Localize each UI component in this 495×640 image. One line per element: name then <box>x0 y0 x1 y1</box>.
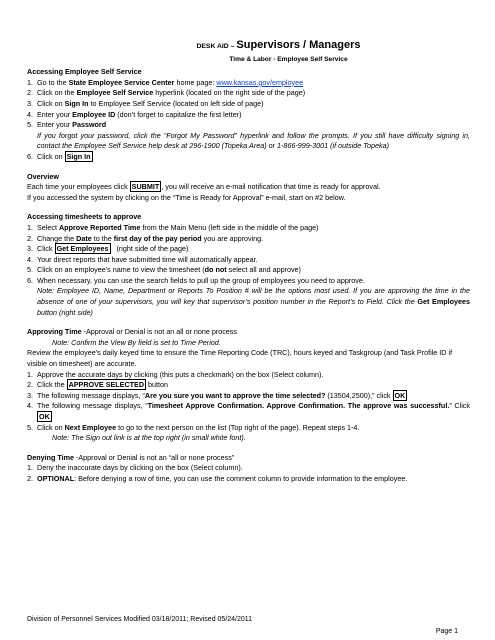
desk-aid-label: DESK AID – <box>196 43 235 50</box>
overview-paragraph-1: Each time your employees click SUBMIT , you will receive an e-mail notification that time is ready for approval. <box>27 182 381 192</box>
list-item: 4. Enter your Employee ID (don’t forget to capitalize the first letter) <box>27 109 242 119</box>
list-item: 3. Click Get Employees (right side of the page) <box>27 244 189 254</box>
list-item: 1. Approve the accurate days by clicking (this puts a checkmark) on the box (Select column). <box>27 369 324 379</box>
employee-link[interactable]: www.kansas.gov/employee <box>216 77 304 87</box>
search-note: Note: Employee ID, Name, Department or Reports To Position # will be the options most used. If you are approving the time in the absence of one of your supervisors, you will key that supervisor’s position number in the Report’s to Field. Click the Get Employees button (right side) <box>37 286 470 317</box>
list-item: 2. OPTIONAL: Before denying a row of time, you can use the comment column to provide information to the employee. <box>27 473 408 483</box>
approve-selected-button-ref: APPROVE SELECTED <box>68 380 145 390</box>
get-employees-button-ref: Get Employees <box>56 244 109 254</box>
section-heading-approving: Approving Time -Approval or Denial is not an all or none process <box>27 327 237 337</box>
section-heading-overview: Overview <box>27 171 59 181</box>
section-heading-denying: Denying Time -Approval or Denial is not an “all or none process” <box>27 452 235 462</box>
access-steps <box>27 78 470 163</box>
list-item: 5. Click on an employee’s name to view the timesheet (do not select all and approve) <box>27 265 301 275</box>
view-by-note: Note: Confirm the View By field is set to Time Period. <box>52 337 221 347</box>
list-item: 3. Click on Sign In to Employee Self Service (located on left side of page) <box>27 98 264 108</box>
list-item: 5. Enter your Password <box>27 120 107 130</box>
list-item: 5. Click on Next Employee to go to the next person on the list (Top right of the page). Repeat steps 1-4. <box>27 422 360 432</box>
list-item: 6. When necessary, you can use the search fields to pull up the group of employees you need to approve. <box>27 275 365 285</box>
approving-steps <box>27 370 470 444</box>
list-item: 3. The following message displays, “Are you sure you want to approve the time selected? (13504,2500),” click OK <box>27 390 406 400</box>
list-item: 4. Your direct reports that have submitted time will automatically appear. <box>27 254 258 264</box>
document-body <box>27 40 470 485</box>
sign-out-note: Note: The Sign out link is at the top right (in small white font). <box>52 433 246 443</box>
page-title: Supervisors / Managers <box>236 39 361 51</box>
footer-text: Division of Personnel Services Modified 03/18/2011; Revised 05/24/2011 <box>27 616 253 623</box>
section-heading-access: Accessing Employee Self Service <box>27 67 142 77</box>
ok-button-ref: OK <box>394 390 406 400</box>
page-subtitle: Time & Labor - Employee Self Service <box>229 55 348 63</box>
list-item: 2. Change the Date to the first day of the pay period you are approving. <box>27 233 264 243</box>
list-item: 6. Click on Sign In <box>27 151 91 161</box>
list-item: 1. Deny the inaccurate days by clicking on the box (Select column). <box>27 463 243 473</box>
list-item: 1. Select Approve Reported Time from the Main Menu (left side in the middle of the page) <box>27 222 319 232</box>
ok-button-ref: OK <box>39 412 50 421</box>
list-item: 1. Go to the State Employee Service Center home page: www.kansas.gov/employee <box>27 77 304 87</box>
document-title <box>87 40 470 53</box>
list-item: 2. Click the APPROVE SELECTED button <box>27 380 169 390</box>
list-item: 4. The following message displays, “Timesheet Approve Confirmation. Approve Confirmation. The approve was successful.” Click OK <box>27 401 470 421</box>
password-note: If you forgot your password, click the “Forgot My Password” hyperlink and follow the prompts. If you still have difficulty signing in, contact the Employee Self Service help desk at 296-1900 (Topeka Area) or 1-866-999-3001 (if outside Topeka) <box>37 130 470 151</box>
review-paragraph: Review the employee’s daily keyed time to ensure the Time Reporting Code (TRC), hours keyed and Taskgroup (and Task Profile ID if visible on timesheet) are accurate. <box>27 348 453 369</box>
sign-in-button-ref: Sign In <box>66 151 91 161</box>
submit-button-ref: SUBMIT <box>131 182 160 192</box>
denying-steps <box>27 463 470 484</box>
list-item: 2. Click on the Employee Self Service hyperlink (located on the right side of the page) <box>27 88 306 98</box>
page-number: Page 1 <box>435 628 458 635</box>
overview-paragraph-2: If you accessed the system by clicking on the “Time is Ready for Approval” e-mail, start on #2 below. <box>27 192 346 202</box>
approve-steps <box>27 223 470 318</box>
section-heading-approve: Accessing timesheets to approve <box>27 212 142 222</box>
